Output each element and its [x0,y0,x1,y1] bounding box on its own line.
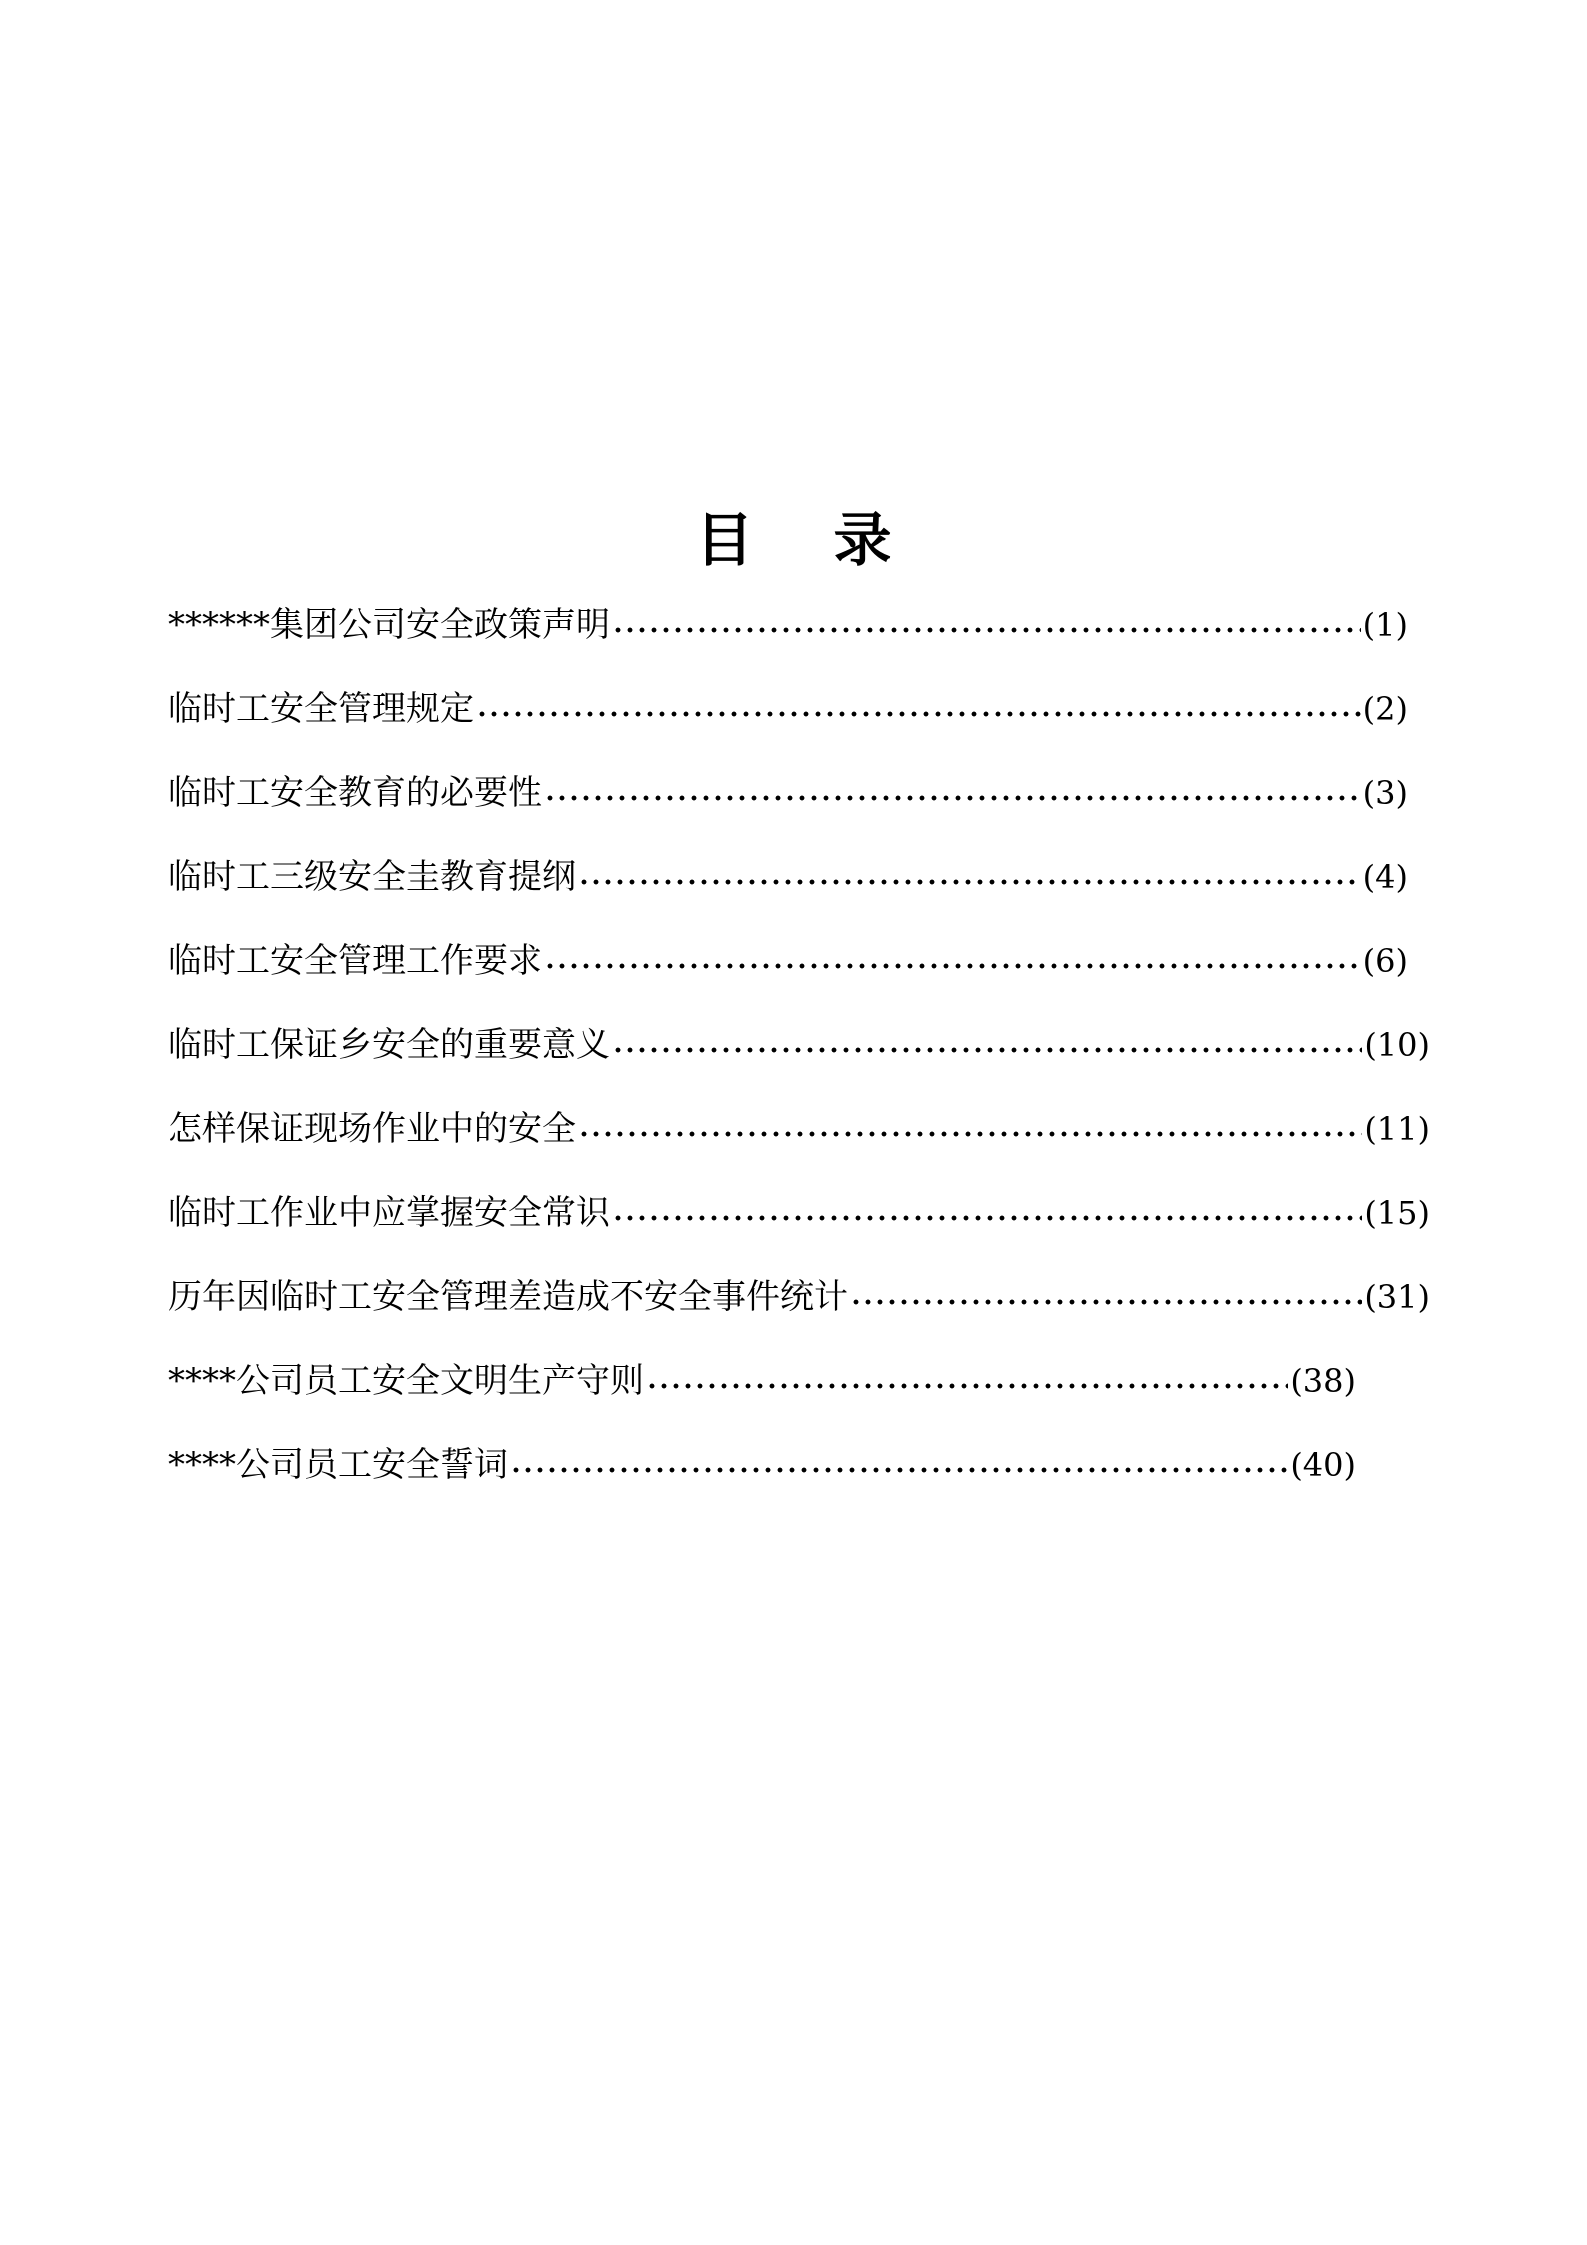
dot-leader [476,710,1361,718]
toc-entry-label: 临时工作业中应掌握安全常识 [168,1193,610,1233]
toc-entry-label: 临时工安全教育的必要性 [168,773,542,813]
dot-leader [544,794,1361,802]
toc-entry-page: (31) [1364,1278,1430,1316]
toc-entry-label: 临时工安全管理规定 [168,689,474,729]
toc-entry-label: 临时工三级安全圭教育提纲 [168,857,576,897]
toc-entry-label: 临时工保证乡安全的重要意义 [168,1025,610,1065]
toc-title [0,500,1587,580]
toc-entry-label: ******集团公司安全政策声明 [168,605,610,645]
toc-entry-page: (2) [1362,690,1408,728]
toc-entry-10[interactable] [168,1351,1356,1411]
toc-entry-11[interactable] [168,1435,1356,1495]
toc-entry-page: (10) [1364,1026,1430,1064]
toc-entry-page: (15) [1364,1194,1430,1232]
toc-entry-8[interactable] [168,1183,1430,1243]
dot-leader [850,1298,1362,1306]
dot-leader [544,962,1361,970]
dot-leader [578,1130,1362,1138]
dot-leader [612,1046,1362,1054]
dot-leader [612,1214,1362,1222]
toc-entry-page: (11) [1364,1110,1430,1148]
toc-entry-1[interactable] [168,595,1408,655]
dot-leader [612,626,1361,634]
toc-entry-label: 怎样保证现场作业中的安全 [168,1109,576,1149]
toc-title-char-2: 录 [833,506,892,574]
toc-entry-2[interactable] [168,679,1408,739]
dot-leader [510,1466,1288,1474]
toc-entry-5[interactable] [168,931,1408,991]
toc-entry-page: (40) [1290,1446,1356,1484]
toc-entry-page: (38) [1290,1362,1356,1400]
toc-entry-page: (1) [1362,606,1408,644]
toc-entry-9[interactable] [168,1267,1430,1327]
toc-entry-7[interactable] [168,1099,1430,1159]
toc-entry-3[interactable] [168,763,1408,823]
toc-title-char-1: 目 [695,506,754,574]
toc-entry-page: (4) [1362,858,1408,896]
toc-entry-label: 临时工安全管理工作要求 [168,941,542,981]
toc-entry-4[interactable] [168,847,1408,907]
toc-entry-page: (6) [1362,942,1408,980]
toc-entry-label: 历年因临时工安全管理差造成不安全事件统计 [168,1277,848,1317]
dot-leader [646,1382,1288,1390]
toc-entry-page: (3) [1362,774,1408,812]
dot-leader [578,878,1361,886]
toc-entry-label: ****公司员工安全誓词 [168,1445,508,1485]
toc-entry-label: ****公司员工安全文明生产守则 [168,1361,644,1401]
toc-entry-6[interactable] [168,1015,1430,1075]
